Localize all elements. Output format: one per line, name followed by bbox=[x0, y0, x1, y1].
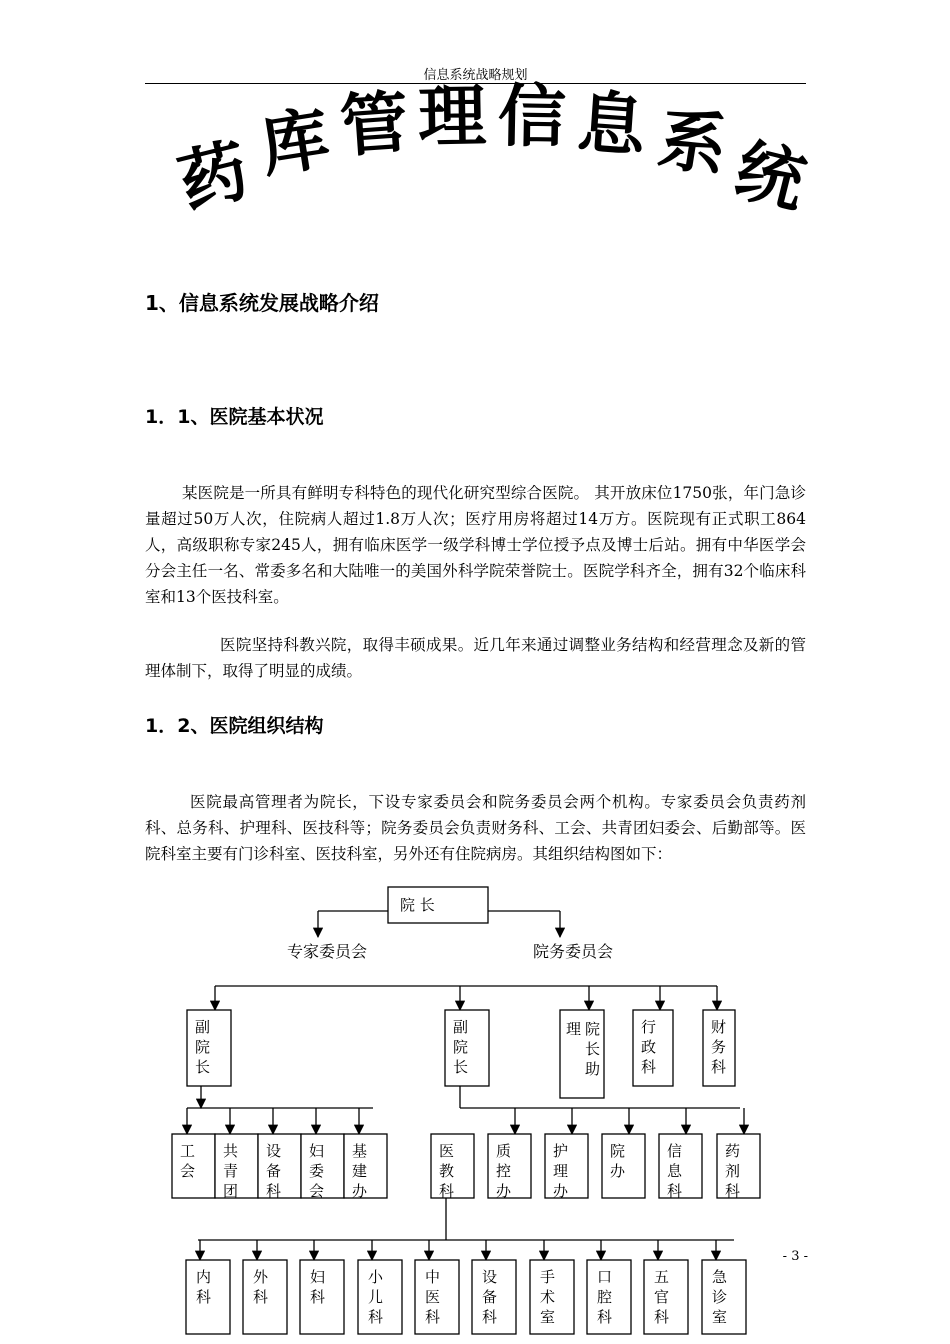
svg-text:会: 会 bbox=[180, 1162, 196, 1180]
page-number: - 3 - bbox=[782, 1249, 808, 1264]
svg-text:基: 基 bbox=[352, 1142, 368, 1160]
hospital-achievement-paragraph: 医院坚持科教兴院，取得丰硕成果。近几年来通过调整业务结构和经营理念及新的管理体制下，取得了明显的成绩。 bbox=[145, 636, 806, 680]
svg-text:会: 会 bbox=[309, 1182, 325, 1200]
svg-text:长: 长 bbox=[585, 1040, 601, 1058]
org-node-right-3 bbox=[602, 1134, 645, 1198]
org-node-clinical-8 bbox=[644, 1260, 688, 1334]
svg-text:药: 药 bbox=[725, 1142, 741, 1160]
svg-text:五: 五 bbox=[654, 1268, 670, 1286]
svg-text:科: 科 bbox=[654, 1308, 670, 1326]
svg-text:长: 长 bbox=[195, 1058, 211, 1076]
svg-text:妇: 妇 bbox=[310, 1268, 326, 1286]
org-node-right-1 bbox=[488, 1134, 531, 1200]
svg-text:中: 中 bbox=[425, 1268, 441, 1286]
committee-expert: 专家委员会 bbox=[287, 942, 368, 961]
org-node-clinical-6 bbox=[530, 1260, 574, 1334]
svg-text:医: 医 bbox=[439, 1142, 455, 1160]
svg-text:办: 办 bbox=[352, 1182, 368, 1200]
svg-text:办: 办 bbox=[496, 1182, 512, 1200]
svg-text:院: 院 bbox=[453, 1038, 469, 1056]
svg-text:务: 务 bbox=[711, 1038, 727, 1056]
svg-text:医: 医 bbox=[425, 1288, 441, 1306]
svg-text:室: 室 bbox=[540, 1308, 556, 1326]
org-node-right-5 bbox=[717, 1134, 760, 1200]
org-structure-paragraph: 医院最高管理者为院长，下设专家委员会和院务委员会两个机构。专家委员会负责药剂科、总务科、护理科、医技科等；院务委员会负责财务科、工会、共青团妇委会、后勤部等。医院科室主要有门诊科室、医技科室，另外还有住院病房。其组织结构图如下： bbox=[145, 793, 806, 863]
section-1-1-heading: 1．1、医院基本状况 bbox=[145, 406, 324, 428]
wordart-char: 药 bbox=[171, 130, 257, 224]
svg-text:建: 建 bbox=[352, 1162, 368, 1180]
wordart-char: 系 bbox=[653, 99, 733, 188]
wordart-char: 理 bbox=[417, 77, 487, 158]
svg-text:手: 手 bbox=[540, 1268, 556, 1286]
section-1-heading: 1、信息系统发展战略介绍 bbox=[145, 291, 379, 315]
svg-text:院: 院 bbox=[195, 1038, 211, 1056]
svg-text:理: 理 bbox=[566, 1020, 582, 1038]
org-node-clinical-3 bbox=[358, 1260, 402, 1334]
org-node-left-3 bbox=[301, 1134, 344, 1200]
svg-text:科: 科 bbox=[253, 1288, 269, 1306]
svg-text:政: 政 bbox=[641, 1038, 657, 1056]
svg-text:院: 院 bbox=[585, 1020, 601, 1038]
org-node-root bbox=[388, 887, 488, 923]
svg-text:急: 急 bbox=[712, 1268, 728, 1286]
svg-text:科: 科 bbox=[725, 1182, 741, 1200]
wordart-char: 信 bbox=[497, 77, 567, 158]
wordart-char: 统 bbox=[727, 130, 813, 224]
svg-text:办: 办 bbox=[610, 1162, 626, 1180]
svg-text:口: 口 bbox=[597, 1268, 613, 1286]
svg-text:青: 青 bbox=[223, 1162, 239, 1180]
org-node-clinical-4 bbox=[415, 1260, 459, 1334]
org-node-clinical-5 bbox=[472, 1260, 516, 1334]
org-node-clinical-2 bbox=[300, 1260, 344, 1334]
svg-text:备: 备 bbox=[482, 1288, 498, 1306]
svg-text:共: 共 bbox=[223, 1142, 239, 1160]
svg-text:科: 科 bbox=[368, 1308, 384, 1326]
svg-text:术: 术 bbox=[540, 1288, 556, 1306]
wordart-char: 息 bbox=[574, 83, 649, 168]
svg-text:院 长: 院 长 bbox=[400, 896, 435, 914]
org-node-admin bbox=[633, 1010, 673, 1086]
svg-text:财: 财 bbox=[711, 1018, 727, 1036]
svg-text:院: 院 bbox=[610, 1142, 626, 1160]
org-node-left-4 bbox=[344, 1134, 387, 1200]
svg-text:副: 副 bbox=[453, 1018, 469, 1036]
org-node-right-2 bbox=[545, 1134, 588, 1200]
org-node-left-1 bbox=[215, 1134, 258, 1200]
svg-text:工: 工 bbox=[180, 1142, 196, 1160]
svg-text:科: 科 bbox=[667, 1182, 683, 1200]
svg-text:信: 信 bbox=[667, 1142, 683, 1160]
svg-text:副: 副 bbox=[195, 1018, 211, 1036]
svg-text:设: 设 bbox=[482, 1268, 498, 1286]
svg-text:科: 科 bbox=[266, 1182, 282, 1200]
svg-text:小: 小 bbox=[368, 1268, 384, 1286]
org-node-right-0 bbox=[431, 1134, 474, 1200]
svg-text:团: 团 bbox=[223, 1182, 239, 1200]
svg-text:长: 长 bbox=[453, 1058, 469, 1076]
section-1-2-heading: 1．2、医院组织结构 bbox=[145, 715, 324, 737]
svg-text:质: 质 bbox=[496, 1142, 512, 1160]
svg-text:官: 官 bbox=[654, 1288, 670, 1306]
svg-text:室: 室 bbox=[712, 1308, 728, 1326]
committee-affairs: 院务委员会 bbox=[533, 942, 614, 961]
org-node-clinical-7 bbox=[587, 1260, 631, 1334]
svg-text:备: 备 bbox=[266, 1162, 282, 1180]
svg-text:护: 护 bbox=[553, 1142, 569, 1160]
org-node-clinical-9 bbox=[702, 1260, 746, 1334]
svg-text:科: 科 bbox=[711, 1058, 727, 1076]
svg-text:腔: 腔 bbox=[597, 1288, 613, 1306]
svg-text:助: 助 bbox=[585, 1060, 601, 1078]
svg-text:妇: 妇 bbox=[309, 1142, 325, 1160]
svg-text:科: 科 bbox=[310, 1288, 326, 1306]
org-node-finance bbox=[703, 1010, 735, 1086]
hospital-status-paragraph: 某医院是一所具有鲜明专科特色的现代化研究型综合医院。 其开放床位1750张，年门急诊量超过50万人次，住院病人超过1.8万人次；医疗用房将超过14万方。医院现有正式职工864人，高级职称专家245人，拥有临床医学一级学科博士学位授予点及博士后站。拥有中华医学会分会主任一名、常委多名和大陆唯一的美国外科学院荣誉院士。医院学科齐全，拥有32个临床科室和13个医技科室。 bbox=[145, 484, 806, 606]
svg-text:理: 理 bbox=[553, 1162, 569, 1180]
svg-text:委: 委 bbox=[309, 1162, 325, 1180]
org-node-left-0 bbox=[172, 1134, 215, 1198]
svg-text:科: 科 bbox=[196, 1288, 212, 1306]
svg-text:儿: 儿 bbox=[368, 1288, 384, 1306]
org-node-vice-president-1 bbox=[187, 1010, 231, 1086]
wordart-char: 库 bbox=[255, 99, 335, 188]
svg-text:剂: 剂 bbox=[725, 1162, 741, 1180]
org-node-right-4 bbox=[659, 1134, 702, 1200]
svg-text:诊: 诊 bbox=[712, 1288, 728, 1306]
org-node-clinical-1 bbox=[243, 1260, 287, 1334]
org-node-left-2 bbox=[258, 1134, 301, 1200]
svg-text:息: 息 bbox=[667, 1162, 683, 1180]
wordart-char: 管 bbox=[337, 83, 412, 168]
svg-text:设: 设 bbox=[266, 1142, 282, 1160]
svg-text:外: 外 bbox=[253, 1268, 269, 1286]
svg-text:办: 办 bbox=[553, 1182, 569, 1200]
svg-text:科: 科 bbox=[439, 1182, 455, 1200]
svg-text:教: 教 bbox=[439, 1162, 455, 1180]
svg-text:科: 科 bbox=[425, 1308, 441, 1326]
svg-text:行: 行 bbox=[641, 1018, 657, 1036]
svg-text:控: 控 bbox=[496, 1162, 512, 1180]
svg-text:内: 内 bbox=[196, 1268, 212, 1286]
org-node-vice-president-2 bbox=[445, 1010, 489, 1086]
svg-text:科: 科 bbox=[482, 1308, 498, 1326]
svg-text:科: 科 bbox=[641, 1058, 657, 1076]
svg-text:科: 科 bbox=[597, 1308, 613, 1326]
org-node-assistant bbox=[560, 1010, 604, 1098]
org-node-clinical-0 bbox=[186, 1260, 230, 1334]
running-header: 信息系统战略规划 bbox=[423, 68, 528, 83]
